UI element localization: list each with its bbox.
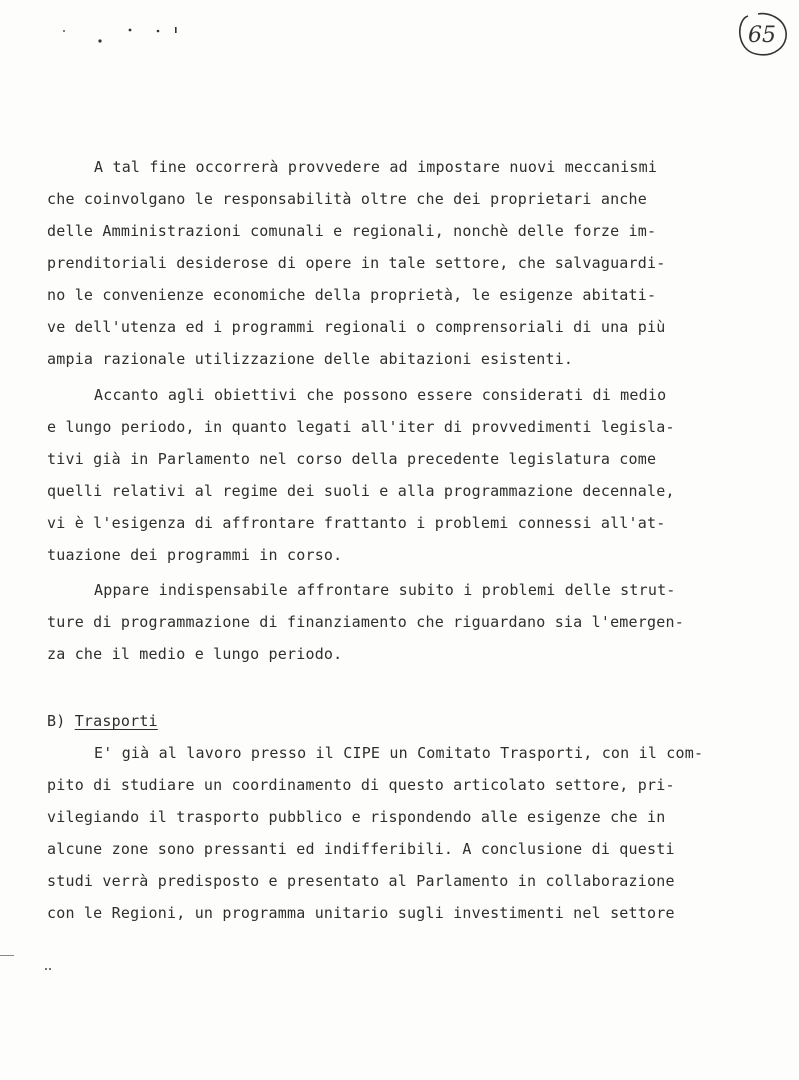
text-line: ve dell'utenza ed i programmi regionali o comprensoriali di una più [47, 318, 666, 336]
text-line: vi è l'esigenza di affrontare frattanto i problemi connessi all'at- [47, 514, 666, 532]
page-number-text: 65 [748, 23, 776, 48]
text-line: con le Regioni, un programma unitario sugli investimenti nel settore [47, 904, 675, 922]
text-line: vilegiando il trasporto pubblico e rispondendo alle esigenze che in [47, 808, 666, 826]
text-line: che coinvolgano le responsabilità oltre che dei proprietari anche [47, 190, 647, 208]
text-line: ture di programmazione di finanziamento che riguardano sia l'emergen- [47, 613, 684, 631]
text-line: Accanto agli obiettivi che possono essere considerati di medio [94, 386, 667, 404]
text-line: studi verrà predisposto e presentato al Parlamento in collaborazione [47, 872, 675, 890]
scan-edge-mark [0, 954, 16, 957]
text-line: tivi già in Parlamento nel corso della precedente legislatura come [47, 450, 657, 468]
text-line: Appare indispensabile affrontare subito i problemi delle strut- [94, 581, 676, 599]
text-line: quelli relativi al regime dei suoli e alla programmazione decennale, [47, 482, 675, 500]
text-line: e lungo periodo, in quanto legati all'iter di provvedimenti legisla- [47, 418, 675, 436]
text-line: tuazione dei programmi in corso. [47, 546, 343, 564]
text-line: no le convenienze economiche della proprietà, le esigenze abitati- [47, 286, 657, 304]
handwritten-page-number [734, 10, 790, 60]
section-prefix: B) [47, 712, 75, 730]
section-heading [47, 711, 158, 731]
text-line: delle Amministrazioni comunali e regionali, nonchè delle forze im- [47, 222, 657, 240]
scan-dots [44, 966, 56, 972]
text-line: za che il medio e lungo periodo. [47, 645, 343, 663]
text-line: alcune zone sono pressanti ed indifferibili. A conclusione di questi [47, 840, 675, 858]
section-title: Trasporti [74, 712, 158, 730]
text-line: A tal fine occorrerà provvedere ad impostare nuovi meccanismi [94, 158, 658, 176]
scan-specks [60, 22, 200, 48]
text-line: ampia razionale utilizzazione delle abitazioni esistenti. [47, 350, 574, 368]
text-line: prenditoriali desiderose di opere in tale settore, che salvaguardi- [47, 254, 666, 272]
text-line: E' già al lavoro presso il CIPE un Comitato Trasporti, con il com- [94, 744, 704, 762]
text-line: pito di studiare un coordinamento di questo articolato settore, pri- [47, 776, 675, 794]
